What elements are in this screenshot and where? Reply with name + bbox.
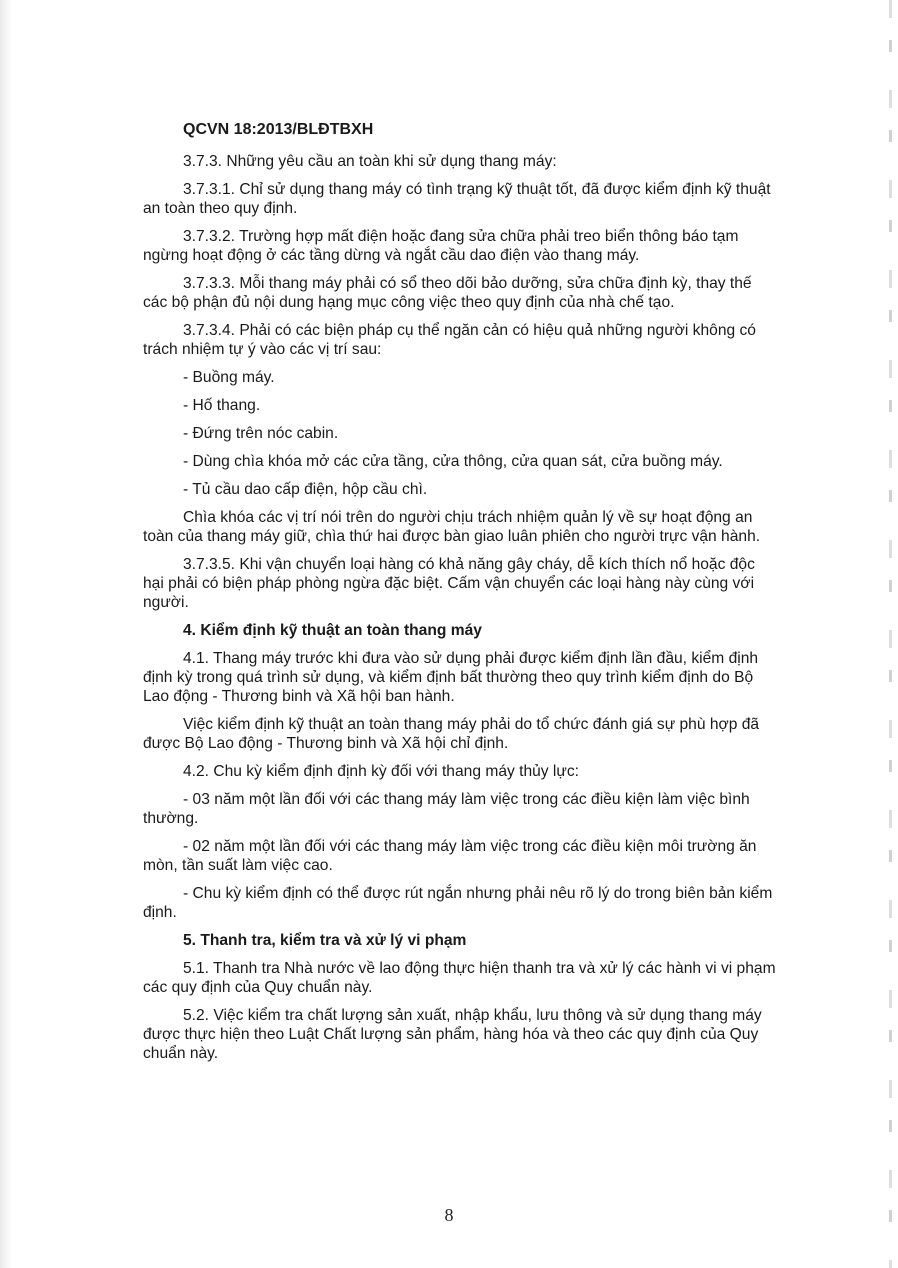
paragraph: 3.7.3.5. Khi vận chuyển loại hàng có khả năng gây cháy, dễ kích thích nổ hoặc độc hại phải có biện pháp phòng ngừa đặc biệt. Cấm vận chuyển các loại hàng này cùng với người. xyxy=(143,556,755,611)
paragraph: 3.7.3.2. Trường hợp mất điện hoặc đang sửa chữa phải treo biển thông báo tạm ngừng hoạt động ở các tầng dừng và ngắt cầu dao điện vào thang máy. xyxy=(143,228,739,264)
paragraph: - Hố thang. xyxy=(183,397,261,414)
paragraph: - Buồng máy. xyxy=(183,369,275,386)
paragraph: 3.7.3.1. Chỉ sử dụng thang máy có tình trạng kỹ thuật tốt, đã được kiểm định kỹ thuật an toàn theo quy định. xyxy=(143,181,771,217)
section-heading: 5. Thanh tra, kiểm tra và xử lý vi phạm xyxy=(183,932,467,949)
paragraph: - 02 năm một lần đối với các thang máy làm việc trong các điều kiện môi trường ăn mòn, tần suất làm việc cao. xyxy=(143,838,757,874)
paragraph: 5.2. Việc kiểm tra chất lượng sản xuất, nhập khẩu, lưu thông và sử dụng thang máy được thực hiện theo Luật Chất lượng sản phẩm, hàng hóa và theo các quy định của Quy chuẩn này. xyxy=(143,1007,762,1062)
paragraph: - Tủ cầu dao cấp điện, hộp cầu chì. xyxy=(183,481,428,498)
paragraph: 3.7.3.3. Mỗi thang máy phải có sổ theo dõi bảo dưỡng, sửa chữa định kỳ, thay thế các bộ phận đủ nội dung hạng mục công việc theo quy định của nhà chế tạo. xyxy=(143,275,752,311)
document-header: QCVN 18:2013/BLĐTBXH xyxy=(183,121,374,138)
paragraph: 3.7.3. Những yêu cầu an toàn khi sử dụng thang máy: xyxy=(183,153,557,170)
paragraph: - Chu kỳ kiểm định có thể được rút ngắn nhưng phải nêu rõ lý do trong biên bản kiểm định. xyxy=(143,885,773,921)
section-heading: 4. Kiểm định kỹ thuật an toàn thang máy xyxy=(183,622,482,639)
paragraph: 4.2. Chu kỳ kiểm định định kỳ đối với thang máy thủy lực: xyxy=(183,763,579,780)
paragraph: 3.7.3.4. Phải có các biện pháp cụ thể ngăn cản có hiệu quả những người không có trách nhiệm tự ý vào các vị trí sau: xyxy=(143,322,756,358)
page-number: 8 xyxy=(444,1205,454,1225)
paragraph: - Đứng trên nóc cabin. xyxy=(183,425,339,442)
paragraph: 4.1. Thang máy trước khi đưa vào sử dụng phải được kiểm định lần đầu, kiểm định định kỳ trong quá trình sử dụng, và kiểm định bất thường theo quy trình kiểm định do Bộ Lao động - Thương binh và Xã hội ban hành. xyxy=(143,650,759,705)
document-body xyxy=(143,120,778,1072)
paragraph-list xyxy=(143,152,778,1063)
paragraph: 5.1. Thanh tra Nhà nước về lao động thực hiện thanh tra và xử lý các hành vi vi phạm các quy định của Quy chuẩn này. xyxy=(143,960,776,996)
paragraph: - Dùng chìa khóa mở các cửa tầng, cửa thông, cửa quan sát, cửa buồng máy. xyxy=(183,453,723,470)
paragraph: Việc kiểm định kỹ thuật an toàn thang máy phải do tổ chức đánh giá sự phù hợp đã được Bộ Lao động - Thương binh và Xã hội chỉ định. xyxy=(143,716,760,752)
paragraph: - 03 năm một lần đối với các thang máy làm việc trong các điều kiện làm việc bình thường. xyxy=(143,791,750,827)
scan-edge-right xyxy=(889,0,892,1268)
scan-edge-left xyxy=(0,0,12,1268)
paragraph: Chìa khóa các vị trí nói trên do người chịu trách nhiệm quản lý về sự hoạt động an toàn của thang máy giữ, chìa thứ hai được bàn giao luân phiên cho người trực vận hành. xyxy=(143,509,761,545)
